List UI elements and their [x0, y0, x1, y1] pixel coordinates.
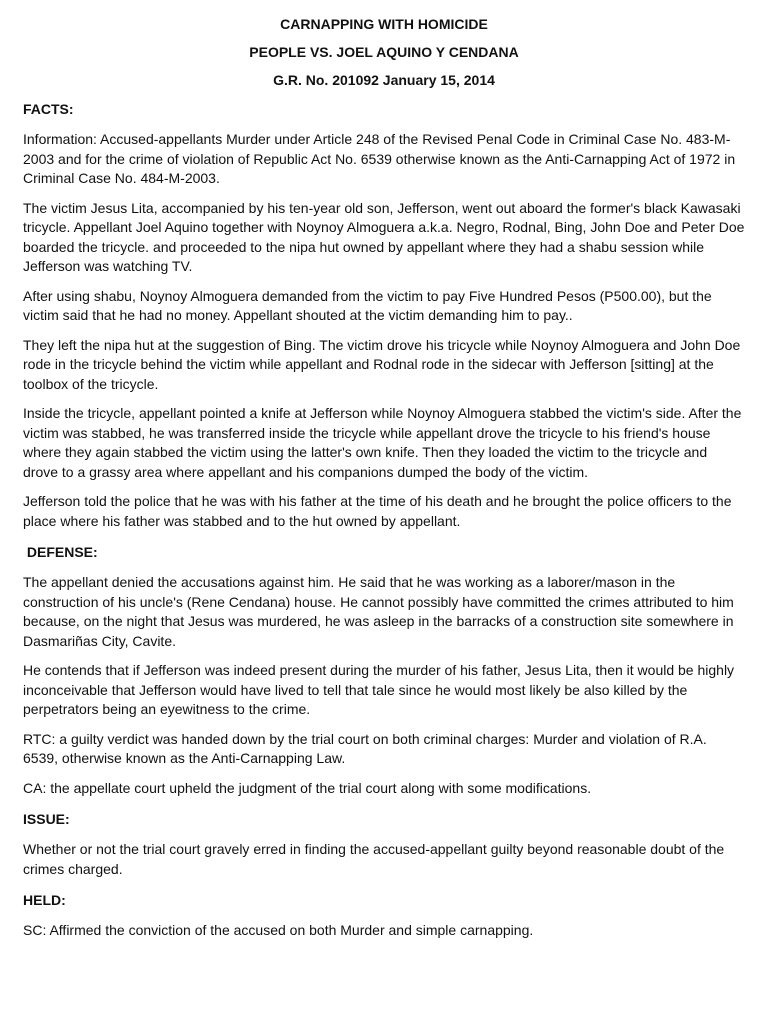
case-name: PEOPLE VS. JOEL AQUINO Y CENDANA [249, 44, 519, 60]
defense-heading: DEFENSE: [23, 544, 98, 560]
ca-paragraph: CA: the appellate court upheld the judgment of the trial court along with some modifications. [23, 779, 592, 796]
held-paragraph: SC: Affirmed the conviction of the accused on both Murder and simple carnapping. [23, 922, 534, 938]
case-citation: G.R. No. 201092 January 15, 2014 [273, 72, 495, 88]
document-title: CARNAPPING WITH HOMICIDE [280, 16, 488, 32]
rtc-paragraph: RTC: a guilty verdict was handed down by the trial court on both criminal charges: Murder and violation of R.A. 6539, otherwise known as the Anti-Carnapping Law. [23, 730, 707, 766]
facts-paragraph-shabu: After using shabu, Noynoy Almoguera demanded from the victim to pay Five Hundred Pesos (P500.00), but the victim said that he had no money. Appellant shouted at the victim demanding him to pay.. [23, 287, 712, 323]
defense-paragraph-denial: The appellant denied the accusations against him. He said that he was working as a laborer/mason in the construction of his uncle's (Rene Cendana) house. He cannot possibly have committed the crimes attributed to him because, on the night that Jesus was murdered, he was asleep in the barracks of a construction site somewhere in Dasmariñas City, Cavite. [23, 574, 734, 649]
held-heading: HELD: [23, 892, 66, 908]
document-page [23, 15, 745, 951]
defense-paragraph-contention: He contends that if Jefferson was indeed present during the murder of his father, Jesus Lita, then it would be highly inconceivable that Jefferson would have lived to tell that tale since he would most likely be also killed by the perpetrators being an eyewitness to the crime. [23, 662, 735, 717]
facts-heading: FACTS: [23, 101, 74, 117]
facts-paragraph-information: Information: Accused-appellants Murder under Article 248 of the Revised Penal Code in Criminal Case No. 483-M-2003 and for the crime of violation of Republic Act No. 6539 otherwise known as the Anti-Carnapping Act of 1972 in Criminal Case No. 484-M-2003. [23, 131, 736, 186]
facts-paragraph-stabbing: Inside the tricycle, appellant pointed a knife at Jefferson while Noynoy Almoguera stabbed the victim's side. After the victim was stabbed, he was transferred inside the tricycle while appellant drove the tricycle to his friend's house where they again stabbed the victim using the latter's own knife. Then they loaded the victim to the tricycle and drove to a grassy area where appellant and his companions dumped the body of the victim. [23, 405, 742, 480]
facts-paragraph-police: Jefferson told the police that he was with his father at the time of his death and he brought the police officers to the place where his father was stabbed and to the hut owned by appellant. [23, 493, 732, 529]
facts-paragraph-nipa-hut: They left the nipa hut at the suggestion of Bing. The victim drove his tricycle while Noynoy Almoguera and John Doe rode in the tricycle behind the victim while appellant and Rodnal rode in the sidecar with Jefferson [sitting] at the toolbox of the tricycle. [23, 336, 741, 392]
facts-paragraph-victim: The victim Jesus Lita, accompanied by his ten-year old son, Jefferson, went out aboard the former's black Kawasaki tricycle. Appellant Joel Aquino together with Noynoy Almoguera a.k.a. Negro, Rodnal, Bing, John Doe and Peter Doe boarded the tricycle. and proceeded to the nipa hut owned by appellant where they had a shabu session while Jefferson was watching TV. [23, 199, 745, 274]
issue-heading: ISSUE: [23, 811, 70, 827]
issue-paragraph: Whether or not the trial court gravely erred in finding the accused-appellant guilty beyond reasonable doubt of the crimes charged. [23, 841, 725, 877]
